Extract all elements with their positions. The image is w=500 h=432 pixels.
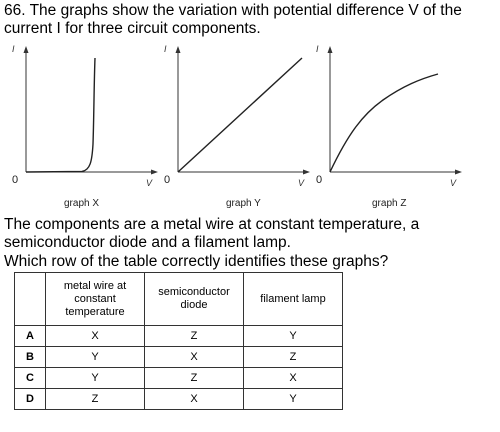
- header-diode: semiconductor diode: [145, 273, 244, 326]
- curve-z: [330, 74, 438, 172]
- origin-label: 0: [12, 174, 19, 186]
- header-lamp: filament lamp: [244, 273, 343, 326]
- y-axis-arrow: [328, 46, 333, 53]
- x-axis-label: V: [146, 178, 153, 188]
- row-key: B: [15, 347, 46, 368]
- graph-x-caption: graph X: [64, 198, 100, 209]
- row-key: C: [15, 368, 46, 389]
- question-intro: 66. The graphs show the variation with potential difference V of the current I for three circuit components.: [4, 2, 462, 37]
- line-y: [178, 58, 302, 172]
- table-row-d[interactable]: [15, 389, 343, 410]
- graph-z-caption: graph Z: [372, 198, 407, 209]
- cell-diode: Z: [145, 326, 244, 347]
- graph-x: [4, 44, 164, 210]
- answer-table: [14, 272, 343, 410]
- cell-metal-wire: Y: [46, 347, 145, 368]
- x-axis-arrow: [455, 170, 462, 175]
- cell-diode: X: [145, 389, 244, 410]
- question-ask: Which row of the table correctly identifies these graphs?: [4, 253, 389, 270]
- graph-z: [308, 44, 468, 210]
- cell-diode: Z: [145, 368, 244, 389]
- cell-metal-wire: Z: [46, 389, 145, 410]
- cell-diode: X: [145, 347, 244, 368]
- y-axis-label: I: [316, 44, 319, 54]
- cell-lamp: Z: [244, 347, 343, 368]
- graph-y-plot: [156, 44, 316, 210]
- cell-lamp: Y: [244, 326, 343, 347]
- y-axis-label: I: [12, 44, 15, 54]
- graph-z-plot: [308, 44, 468, 210]
- y-axis-arrow: [24, 46, 29, 53]
- header-metal-wire: metal wire at constant temperature: [46, 273, 145, 326]
- graph-x-plot: [4, 44, 164, 210]
- cell-metal-wire: Y: [46, 368, 145, 389]
- curve-x: [26, 58, 95, 172]
- table-row-c[interactable]: [15, 368, 343, 389]
- graph-y-caption: graph Y: [226, 198, 261, 209]
- cell-lamp: Y: [244, 389, 343, 410]
- origin-label: 0: [316, 174, 323, 186]
- x-axis-label: V: [298, 178, 305, 188]
- y-axis-label: I: [164, 44, 167, 54]
- cell-metal-wire: X: [46, 326, 145, 347]
- table-header-row: [15, 273, 343, 326]
- row-key: D: [15, 389, 46, 410]
- x-axis-label: V: [450, 178, 457, 188]
- row-key: A: [15, 326, 46, 347]
- header-blank: [15, 273, 46, 326]
- table-row-b[interactable]: [15, 347, 343, 368]
- origin-label: 0: [164, 174, 171, 186]
- y-axis-arrow: [176, 46, 181, 53]
- table-row-a[interactable]: [15, 326, 343, 347]
- cell-lamp: X: [244, 368, 343, 389]
- graph-y: [156, 44, 316, 210]
- question-body: The components are a metal wire at constant temperature, a semiconductor diode and a filament lamp.: [4, 216, 420, 251]
